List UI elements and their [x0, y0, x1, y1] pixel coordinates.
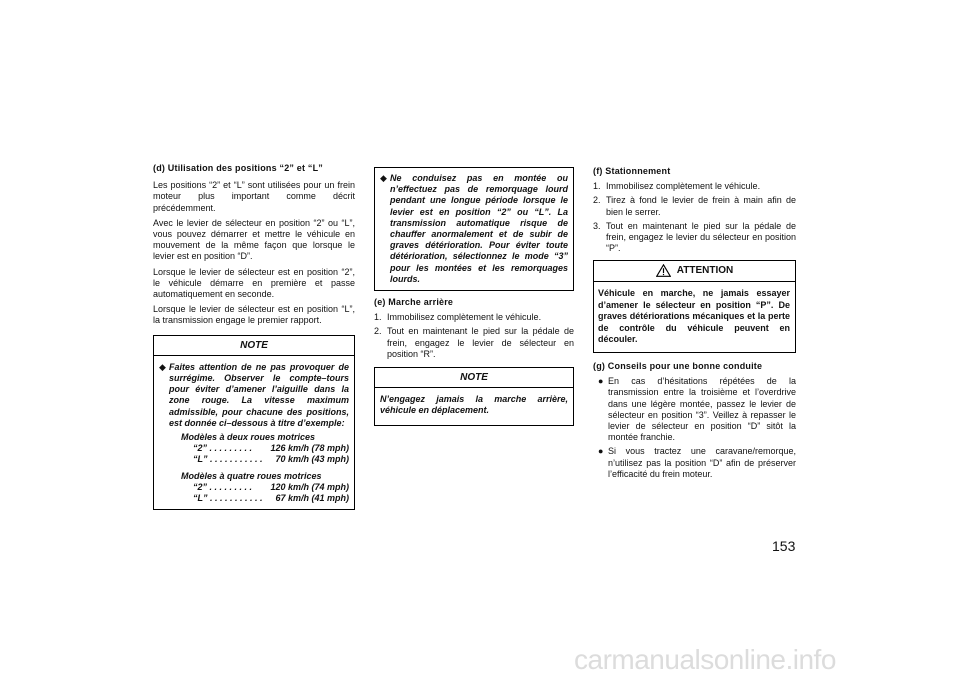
- watermark: carmanualsonline.info: [574, 644, 836, 675]
- speed-value: 126 km/h (78 mph): [270, 443, 349, 454]
- note-box-towing: [374, 167, 574, 291]
- note-body: [154, 356, 354, 509]
- speed-row: [181, 482, 349, 493]
- attention-header: [594, 261, 795, 282]
- section-heading-e: (e) Marche arrière: [374, 297, 454, 308]
- speed-value: 70 km/h (43 mph): [275, 454, 349, 465]
- step-number: 2.: [374, 326, 382, 337]
- speed-value: 120 km/h (74 mph): [270, 481, 349, 492]
- tip-item: [593, 376, 796, 443]
- note-box-overrev: [153, 335, 355, 511]
- bullet-dot-icon: ●: [598, 446, 604, 457]
- step-number: 1.: [374, 312, 382, 323]
- speed-row: [181, 443, 349, 454]
- speed-row: [181, 493, 349, 504]
- speed-label: “2” . . . . . . . . .: [193, 443, 253, 454]
- note-body: [375, 168, 573, 290]
- attention-title: ATTENTION: [676, 265, 734, 277]
- step-item: [374, 326, 574, 360]
- column-3: [593, 166, 796, 483]
- group-title: Modèles à quatre roues motrices: [181, 470, 322, 481]
- column-1: [153, 163, 355, 510]
- page-number: 153: [772, 538, 796, 554]
- step-item: [374, 312, 574, 323]
- note-title: NOTE: [375, 368, 573, 388]
- paragraph: Lorsque le levier de sélecteur est en position “2”, le véhicule démarre en première et passe automatiquement en seconde.: [153, 266, 355, 300]
- speed-value: 67 km/h (41 mph): [275, 493, 349, 504]
- paragraph: Avec le levier de sélecteur en position “2” ou “L”, vous pouvez démarrer et mettre le véhicule en mouvement de la même façon que lorsque le levier est en position “D”.: [153, 217, 355, 262]
- section-heading-f: (f) Stationnement: [593, 166, 671, 176]
- step-text: Tirez à fond le levier de frein à main afin de bien le serrer.: [606, 195, 796, 217]
- section-heading-g: (g) Conseils pour une bonne conduite: [593, 360, 763, 371]
- diamond-bullet-icon: ◆: [159, 361, 166, 372]
- step-text: Tout en maintenant le pied sur la pédale de frein, engagez le levier de sélecteur en position “R”.: [387, 326, 574, 359]
- note-text: Faites attention de ne pas provoquer de surrégime. Observer le compte–tours pour éviter d’amener l’aiguille dans la zone rouge. La vitesse maximum admissible, pour chacune des positions, est donnée ci–dessous à titre d’exemple:: [169, 361, 349, 428]
- step-number: 3.: [593, 220, 601, 231]
- column-2: [374, 167, 574, 426]
- bullet-dot-icon: ●: [598, 376, 604, 387]
- note-text: Ne conduisez pas en montée ou n’effectuez pas de remorquage lourd pendant une longue période lorsque le levier est en position “2” ou “L”. La transmission automatique risque de chauffer anormalement et de subir de graves détérioration. Pour éviter toute détérioration, sélectionnez le mode “3” pour les montées et les remorquages lourds.: [390, 173, 568, 284]
- paragraph: Les positions “2” et “L” sont utilisées pour un frein moteur plus important comme décrit précédemment.: [153, 180, 355, 213]
- speed-row: [181, 454, 349, 465]
- attention-text: Véhicule en marche, ne jamais essayer d’amener le sélecteur en position “P”. De graves détériorations mécaniques et la perte de contrôle du véhicule peuvent en découler.: [598, 288, 790, 345]
- speed-label: “L” . . . . . . . . . . .: [193, 454, 263, 465]
- step-text: Immobilisez complètement le véhicule.: [387, 312, 542, 323]
- note-title: NOTE: [154, 336, 354, 356]
- warning-triangle-icon: [656, 264, 671, 277]
- step-text: Immobilisez complètement le véhicule.: [606, 181, 761, 192]
- step-text: Tout en maintenant le pied sur la pédale de frein, engagez le levier du sélecteur en position “P”.: [606, 220, 796, 254]
- step-number: 1.: [593, 181, 601, 192]
- step-number: 2.: [593, 195, 601, 206]
- group-title: Modèles à deux roues motrices: [181, 432, 316, 443]
- step-item: [593, 181, 796, 192]
- paragraph: Lorsque le levier de sélecteur est en position “L”, la transmission engage le premier rapport.: [153, 304, 355, 326]
- step-item: [593, 221, 796, 255]
- step-item: [593, 195, 796, 217]
- note-text: N’engagez jamais la marche arrière, véhicule en déplacement.: [380, 394, 568, 416]
- note-box-reverse: [374, 367, 574, 426]
- tip-text: Si vous tractez une caravane/remorque, n’utilisez pas la position “D” afin de préserver l’efficacité du frein moteur.: [608, 446, 796, 479]
- diamond-bullet-icon: ◆: [380, 173, 387, 183]
- speed-label: “2” . . . . . . . . .: [193, 481, 253, 492]
- tip-text: En cas d’hésitations répétées de la transmission entre la troisième et l’overdrive dans une légère montée, passez le levier de sélecteur en position “3”. Veillez à repasser le levier de sélecteur en position “D” sitôt la montée franchie.: [608, 376, 796, 443]
- speed-label: “L” . . . . . . . . . . .: [193, 493, 263, 504]
- tip-item: [593, 446, 796, 480]
- section-heading-d: (d) Utilisation des positions “2” et “L”: [153, 163, 324, 173]
- attention-box: [593, 260, 796, 353]
- speed-group-4wd: [159, 471, 349, 505]
- speed-group-2wd: [159, 432, 349, 466]
